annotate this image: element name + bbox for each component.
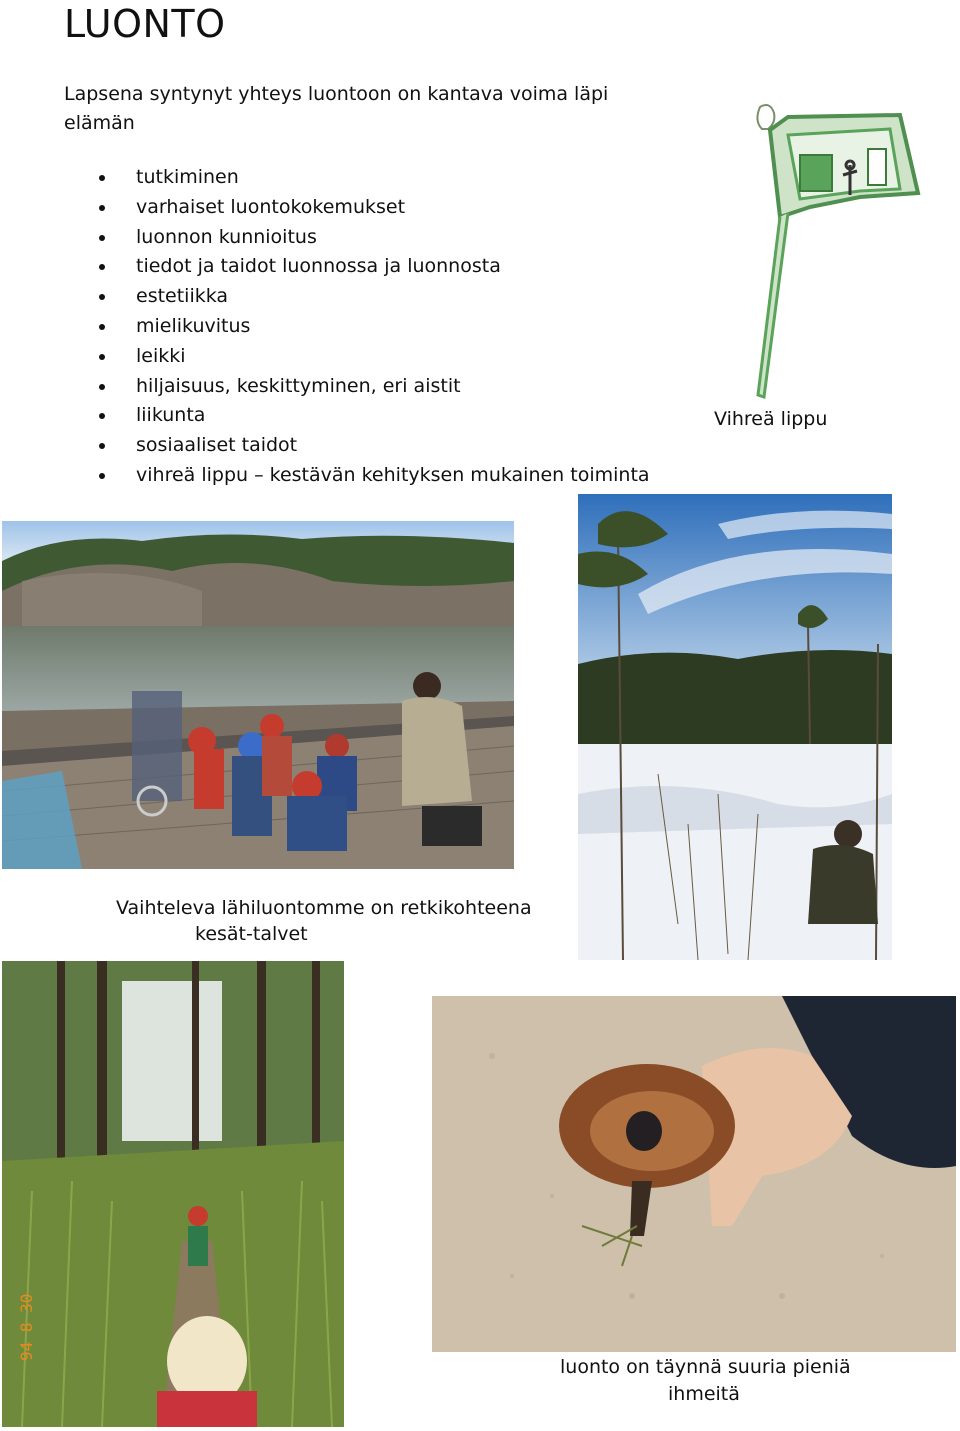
list-item: vihreä lippu – kestävän kehityksen mukainen toiminta (98, 461, 650, 491)
list-item: liikunta (98, 401, 650, 431)
list-item: hiljaisuus, keskittyminen, eri aistit (98, 372, 650, 402)
list-item: tiedot ja taidot luonnossa ja luonnosta (98, 252, 650, 282)
green-flag-drawing (700, 95, 930, 405)
wonder-caption-line1: luonto on täynnä suuria pieniä (560, 1356, 851, 1378)
nature-caption-line2: kesät-talvet (195, 923, 308, 945)
snowy-bog-photo (578, 494, 892, 960)
list-item: tutkiminen (98, 163, 650, 193)
bullet-list (98, 163, 650, 491)
list-item: luonnon kunnioitus (98, 223, 650, 253)
list-item: leikki (98, 342, 650, 372)
mushroom-hand-photo (432, 996, 956, 1352)
lakeside-pier-photo (2, 521, 514, 869)
list-item: sosiaaliset taidot (98, 431, 650, 461)
flag-caption: Vihreä lippu (714, 408, 828, 430)
reed-forest-photo (2, 961, 344, 1427)
page-title: LUONTO (64, 2, 226, 46)
wonder-caption-line2: ihmeitä (668, 1383, 740, 1405)
list-item: varhaiset luontokokemukset (98, 193, 650, 223)
intro-text: Lapsena syntynyt yhteys luontoon on kantava voima läpi elämän (64, 83, 609, 134)
list-item: mielikuvitus (98, 312, 650, 342)
photo-date-stamp: 94 8 30 (17, 1293, 36, 1361)
nature-caption-line1: Vaihteleva lähiluontomme on retkikohteena (116, 897, 532, 919)
list-item: estetiikka (98, 282, 650, 312)
